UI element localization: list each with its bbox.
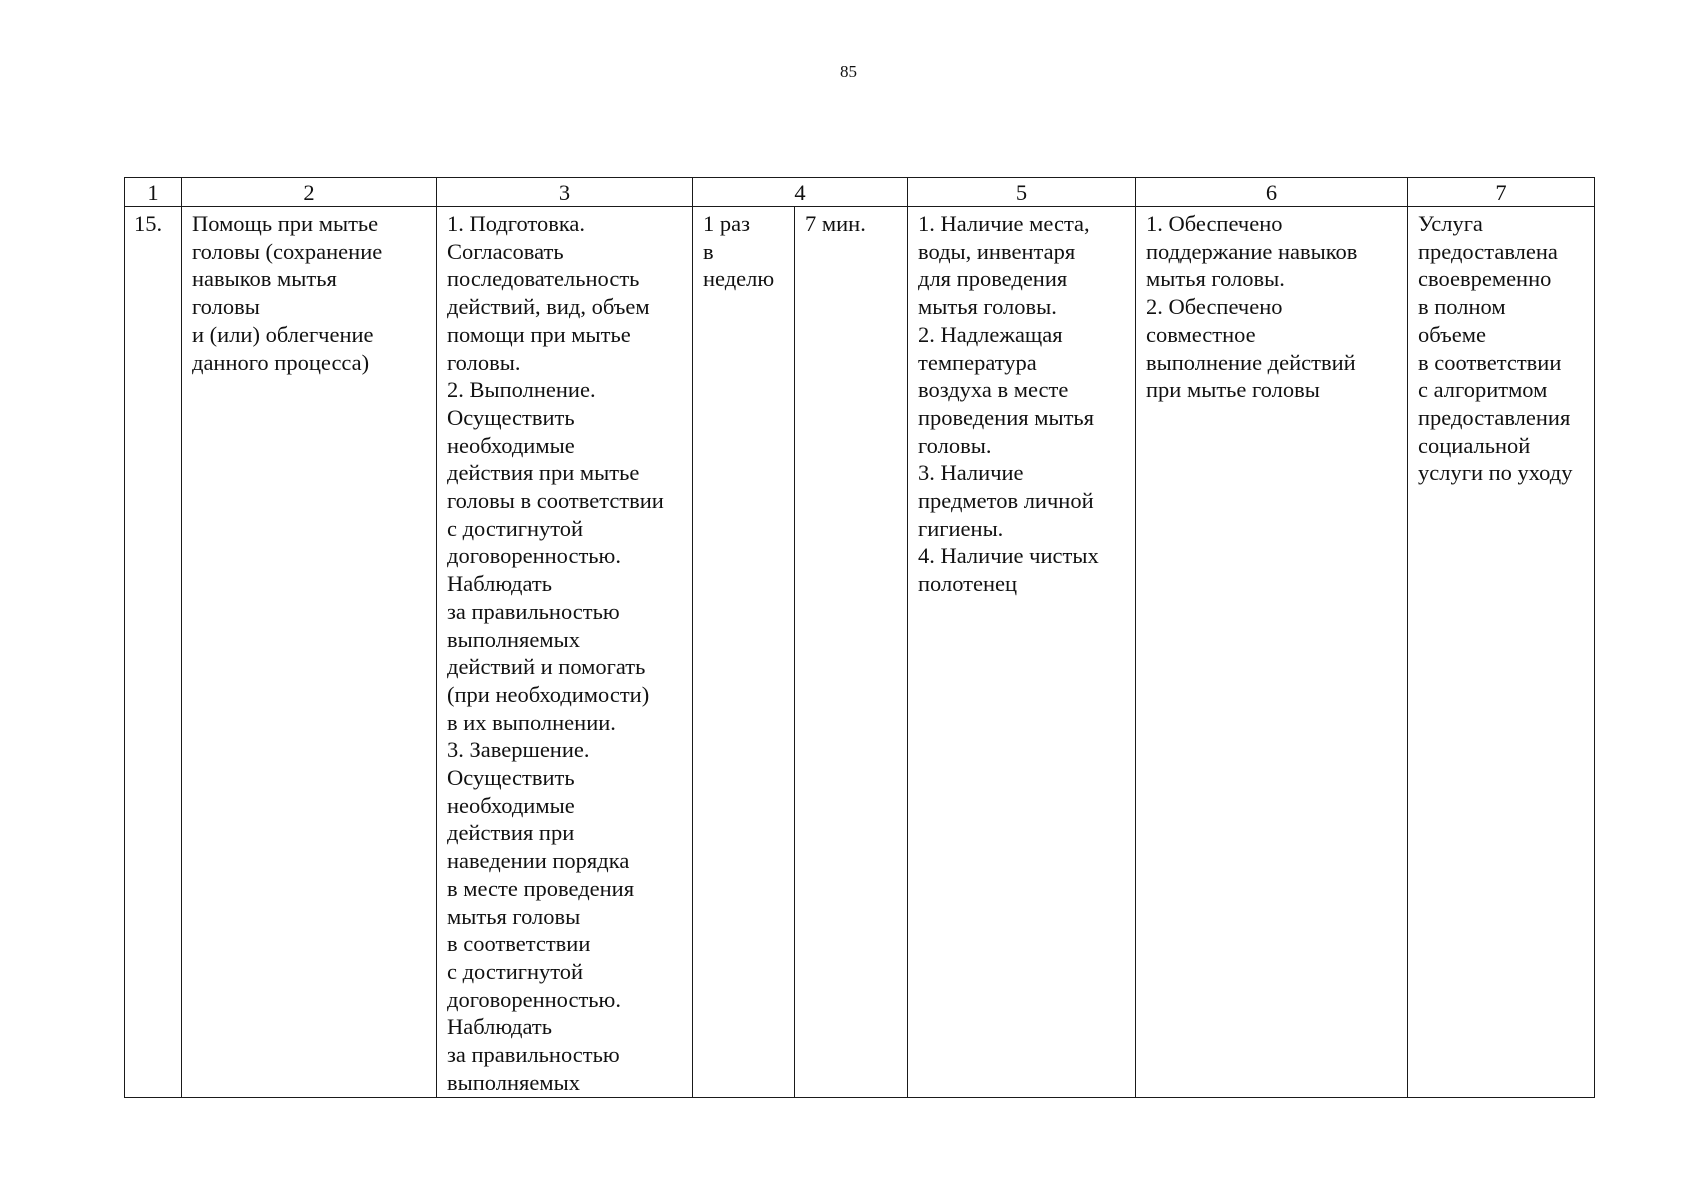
text-line: действия при — [447, 820, 575, 846]
text-line: головы. — [918, 432, 992, 458]
text-line: и (или) облегчение — [192, 321, 374, 347]
column-number-3: 3 — [437, 178, 693, 207]
description-cell — [437, 207, 693, 1098]
text-line: 1. Наличие места, — [918, 211, 1090, 236]
text-line: мытья головы. — [918, 294, 1057, 320]
text-line: предметов личной — [918, 488, 1094, 514]
text-line: 2. Надлежащая — [918, 321, 1063, 347]
text-line: выполняемых — [447, 1069, 580, 1095]
text-line: мытья головы. — [1146, 266, 1285, 292]
text-line: необходимые — [447, 432, 575, 458]
column-number-2: 2 — [182, 178, 437, 207]
text-line: Услуга — [1418, 211, 1483, 236]
text-line: объеме — [1418, 321, 1486, 347]
text-line: в полном — [1418, 294, 1506, 320]
text-line: гигиены. — [918, 515, 1004, 541]
evaluation-text — [1418, 210, 1586, 487]
text-line: неделю — [703, 266, 775, 292]
row-number-cell — [125, 207, 182, 1098]
results-text — [1146, 210, 1399, 404]
text-line: помощи при мытье — [447, 321, 631, 347]
text-line: за правильностью — [447, 598, 620, 624]
text-line: действий, вид, объем — [447, 294, 650, 320]
text-line: с достигнутой — [447, 515, 584, 541]
text-line: головы. — [447, 349, 521, 375]
text-line: услуги по уходу — [1418, 460, 1573, 486]
service-name-cell — [182, 207, 437, 1098]
column-number-4: 4 — [693, 178, 908, 207]
text-line: поддержание навыков — [1146, 238, 1358, 264]
text-line: в — [703, 238, 714, 264]
text-line: 4. Наличие чистых — [918, 543, 1099, 569]
text-line: мытья головы — [447, 903, 581, 929]
text-line: с достигнутой — [447, 958, 584, 984]
text-line: в соответствии — [1418, 349, 1562, 375]
row-number: 15. — [134, 211, 163, 236]
text-line: действий и помогать — [447, 654, 646, 680]
text-line: в соответствии — [447, 931, 591, 957]
duration-cell — [795, 207, 908, 1098]
text-line: договоренностью. — [447, 986, 621, 1012]
conditions-cell — [908, 207, 1136, 1098]
column-number-1: 1 — [125, 178, 182, 207]
service-name-text — [192, 210, 428, 376]
text-line: 3. Наличие — [918, 460, 1024, 486]
column-number-7: 7 — [1408, 178, 1595, 207]
frequency-text — [703, 210, 786, 293]
text-line: необходимые — [447, 792, 575, 818]
text-line: предоставлена — [1418, 238, 1558, 264]
conditions-text — [918, 210, 1127, 598]
text-line: Наблюдать — [447, 571, 552, 597]
text-line: социальной — [1418, 432, 1531, 458]
text-line: своевременно — [1418, 266, 1552, 292]
text-line: Осуществить — [447, 765, 575, 791]
text-line: наведении порядка — [447, 848, 630, 874]
page-number: 85 — [840, 62, 857, 81]
text-line: Помощь при мытье — [192, 211, 379, 236]
text-line: головы в соответствии — [447, 488, 664, 514]
text-line: Наблюдать — [447, 1014, 552, 1040]
description-text — [447, 210, 684, 1097]
frequency-cell — [693, 207, 795, 1098]
text-line: Согласовать — [447, 238, 564, 264]
text-line: в месте проведения — [447, 875, 635, 901]
text-line: договоренностью. — [447, 543, 621, 569]
text-line: предоставления — [1418, 404, 1571, 430]
results-cell — [1136, 207, 1408, 1098]
text-line: 1. Подготовка. — [447, 211, 586, 236]
text-line: проведения мытья — [918, 404, 1095, 430]
text-line: головы — [192, 294, 260, 320]
text-line: 2. Обеспечено — [1146, 294, 1283, 320]
text-line: для проведения — [918, 266, 1068, 292]
text-line: (при необходимости) — [447, 681, 650, 707]
column-number-6: 6 — [1136, 178, 1408, 207]
text-line: воздуха в месте — [918, 377, 1069, 403]
text-line: при мытье головы — [1146, 377, 1320, 403]
text-line: действия при мытье — [447, 460, 640, 486]
text-line: полотенец — [918, 571, 1018, 597]
column-number-row — [125, 178, 1595, 207]
evaluation-cell — [1408, 207, 1595, 1098]
text-line: 1 раз — [703, 211, 750, 236]
service-standards-table — [124, 177, 1595, 1098]
text-line: за правильностью — [447, 1042, 620, 1068]
table-row — [125, 207, 1595, 1098]
text-line: в их выполнении. — [447, 709, 616, 735]
text-line: Осуществить — [447, 404, 575, 430]
text-line: последовательность — [447, 266, 640, 292]
column-number-5: 5 — [908, 178, 1136, 207]
text-line: с алгоритмом — [1418, 377, 1548, 403]
text-line: выполнение действий — [1146, 349, 1356, 375]
duration-text: 7 мин. — [805, 211, 866, 236]
text-line: 3. Завершение. — [447, 737, 590, 763]
text-line: 2. Выполнение. — [447, 377, 596, 403]
text-line: температура — [918, 349, 1037, 375]
text-line: совместное — [1146, 321, 1256, 347]
text-line: воды, инвентаря — [918, 238, 1076, 264]
text-line: головы (сохранение — [192, 238, 383, 264]
text-line: данного процесса) — [192, 349, 370, 375]
text-line: 1. Обеспечено — [1146, 211, 1283, 236]
text-line: навыков мытья — [192, 266, 337, 292]
text-line: выполняемых — [447, 626, 580, 652]
